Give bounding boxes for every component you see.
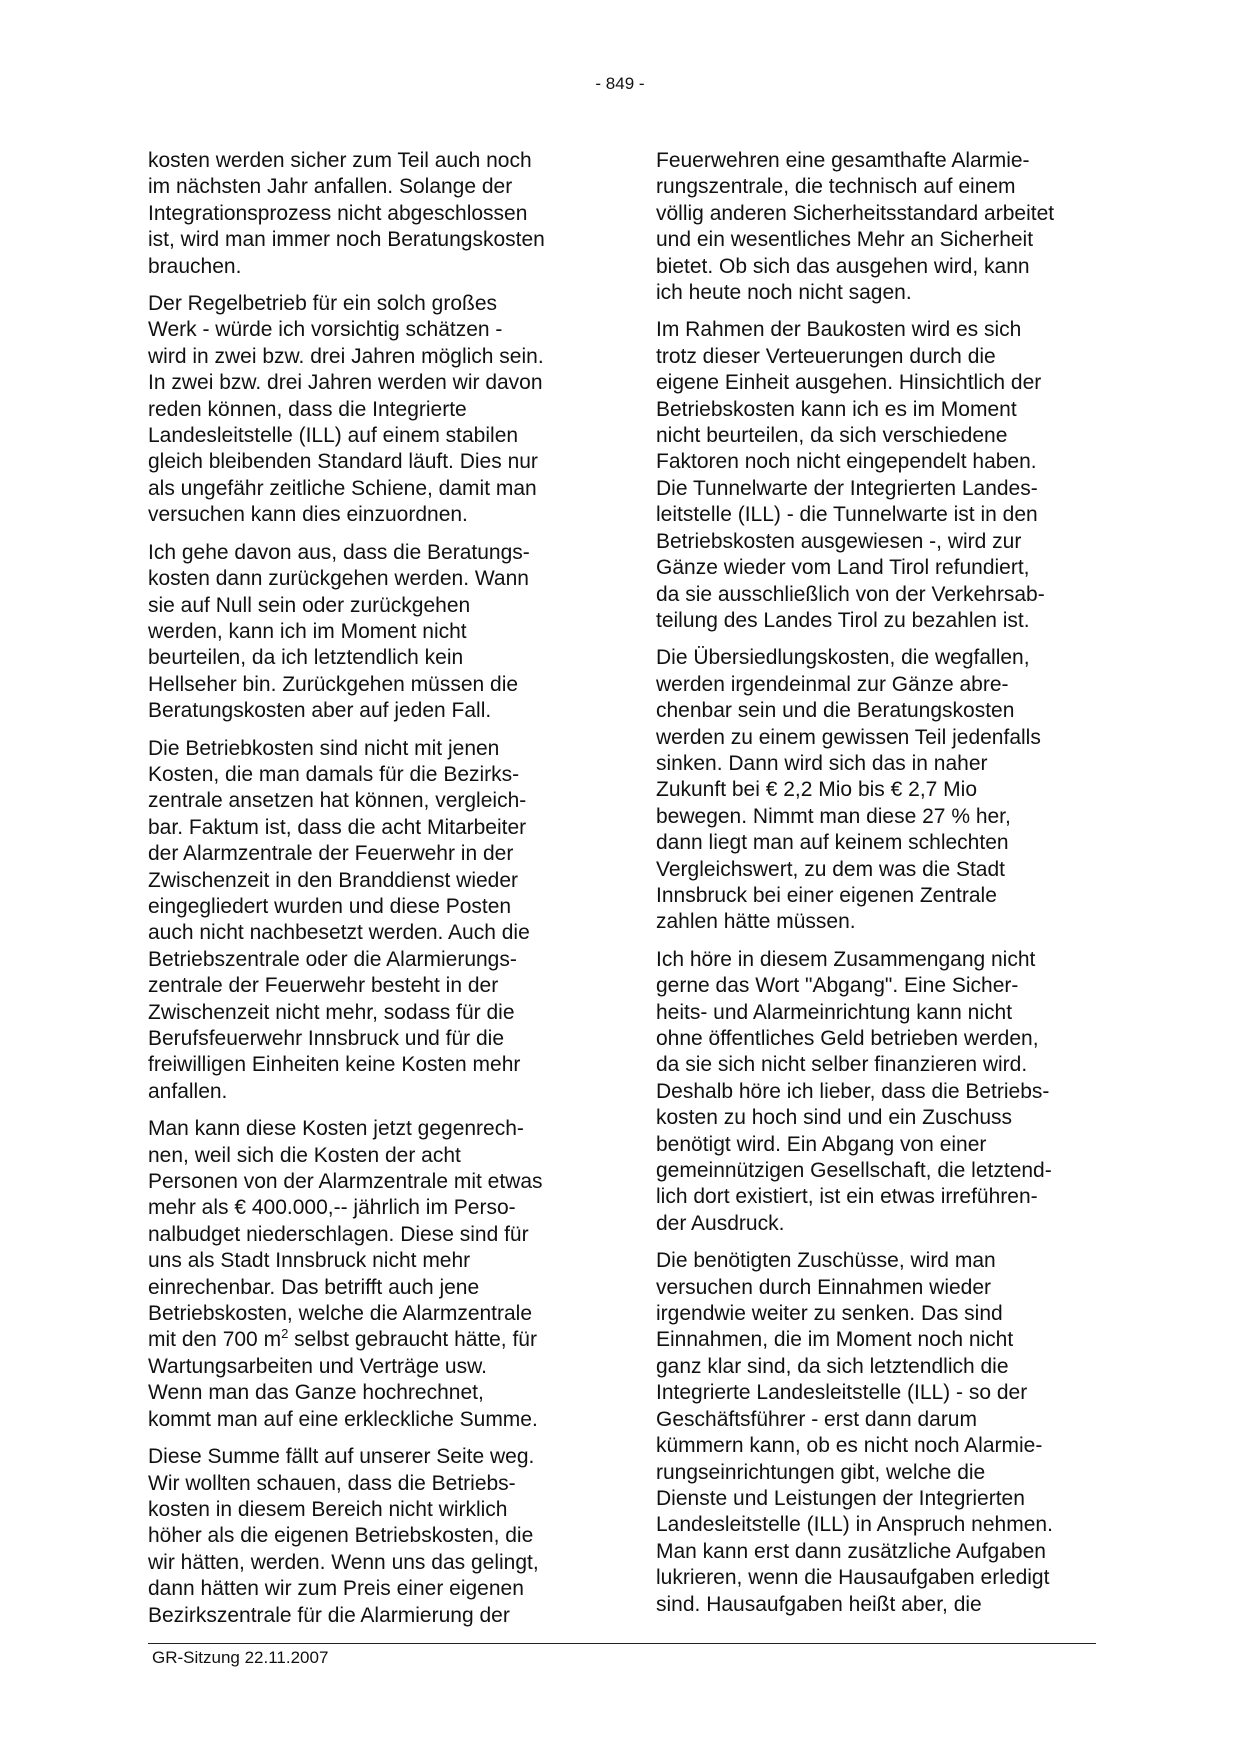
- paragraph: Ich höre in diesem Zusammengang nicht gerne das Wort "Abgang". Eine Sicher- heits- und Alarmeinrichtung kann nicht ohne öffentliches Geld betrieben werden, da sie sich nicht selber finanzieren wird. Deshalb höre ich lieber, dass die Betriebs- kosten zu hoch sind und ein Zuschuss benötigt wird. Ein Abgang von einer gemeinnützigen Gesellschaft, die letztend- lich dort existiert, ist ein etwas irreführen- der Ausdruck.: [656, 947, 1052, 1235]
- paragraph: Feuerwehren eine gesamthafte Alarmie- rungszentrale, die technisch auf einem völlig anderen Sicherheitsstandard arbeitet und ein wesentliches Mehr an Sicherheit bietet. Ob sich das ausgehen wird, kann ich heute noch nicht sagen.: [656, 149, 1055, 305]
- left-column: [148, 148, 588, 1640]
- superscript: 2: [281, 1326, 289, 1342]
- paragraph: Diese Summe fällt auf unserer Seite weg. Wir wollten schauen, dass die Betriebs- kosten in diesem Bereich nicht wirklich höher als die eigenen Betriebskosten, die wir hätten, werden. Wenn uns das gelingt, dann hätten wir zum Preis einer eigenen Bezirkszentrale für die Alarmierung der: [148, 1445, 539, 1627]
- paragraph: Ich gehe davon aus, dass die Beratungs- kosten dann zurückgehen werden. Wann sie auf Null sein oder zurückgehen werden, kann ich im Moment nicht beurteilen, da ich letztendlich kein Hellseher bin. Zurückgehen müssen die Beratungskosten aber auf jeden Fall.: [148, 540, 530, 723]
- paragraph: Die benötigten Zuschüsse, wird man versuchen durch Einnahmen wieder irgendwie weiter zu senken. Das sind Einnahmen, die im Moment noch nicht ganz klar sind, da sich letztendlich die Integrierte Landesleitstelle (ILL) - so der Geschäftsführer - erst dann darum kümmern kann, ob es nicht noch Alarmie- rungseinrichtungen gibt, welche die Dienste und Leistungen der Integrierten Landesleitstelle (ILL) in Anspruch nehmen. Man kann erst dann zusätzliche Aufgaben lukrieren, wenn die Hausaufgaben erledigt sind. Hausaufgaben heißt aber, die: [656, 1249, 1053, 1616]
- paragraph: Die Übersiedlungskosten, die wegfallen, werden irgendeinmal zur Gänze abre- chenbar sein und die Beratungskosten werden zu einem gewissen Teil jedenfalls sinken. Dann wird sich das in naher Zukunft bei € 2,2 Mio bis € 2,7 Mio bewegen. Nimmt man diese 27 % her, dann liegt man auf keinem schlechten Vergleichswert, zu dem was die Stadt Innsbruck bei einer eigenen Zentrale zahlen hätte müssen.: [656, 646, 1041, 934]
- footer-divider: [148, 1643, 1096, 1644]
- paragraph-text: selbst gebraucht hätte, für Wartungsarbeiten und Verträge usw. Wenn man das Ganze hochrechnet, kommt man auf eine erkleckliche Summe.: [148, 1328, 538, 1431]
- right-column: [656, 148, 1096, 1629]
- footer-text: GR-Sitzung 22.11.2007: [152, 1648, 329, 1667]
- page-number: - 849 -: [595, 74, 645, 93]
- paragraph: Im Rahmen der Baukosten wird es sich trotz dieser Verteuerungen durch die eigene Einheit ausgehen. Hinsichtlich der Betriebskosten kann ich es im Moment nicht beurteilen, da sich verschiedene Faktoren noch nicht eingependelt haben. Die Tunnelwarte der Integrierten Landes- leitstelle (ILL) - die Tunnelwarte ist in den Betriebskosten ausgewiesen -, wird zur Gänze wieder vom Land Tirol refundiert, da sie ausschließlich von der Verkehrsab- teilung des Landes Tirol zu bezahlen ist.: [656, 318, 1045, 632]
- paragraph: Der Regelbetrieb für ein solch großes Werk - würde ich vorsichtig schätzen - wird in zwei bzw. drei Jahren möglich sein. In zwei bzw. drei Jahren werden wir davon reden können, dass die Integrierte Landesleitstelle (ILL) auf einem stabilen gleich bleibenden Standard läuft. Dies nur als ungefähr zeitliche Schiene, damit man versuchen kann dies einzuordnen.: [148, 292, 544, 527]
- paragraph: kosten werden sicher zum Teil auch noch im nächsten Jahr anfallen. Solange der Integrationsprozess nicht abgeschlossen ist, wird man immer noch Beratungskosten brauchen.: [148, 149, 545, 278]
- paragraph: [148, 1116, 588, 1433]
- paragraph-text: Man kann diese Kosten jetzt gegenrech- nen, weil sich die Kosten der acht Personen von der Alarmzentrale mit etwas mehr als € 400.000,-- jährlich im Perso- nalbudget niederschlagen. Diese sind für uns als Stadt Innsbruck nicht mehr einrechenbar. Das betrifft auch jene Betriebskosten, welche die Alarmzentrale mit den 700 m: [148, 1117, 543, 1352]
- paragraph: Die Betriebkosten sind nicht mit jenen Kosten, die man damals für die Bezirks- zentrale ansetzen hat können, vergleich- bar. Faktum ist, dass die acht Mitarbeiter der Alarmzentrale der Feuerwehr in der Zwischenzeit in den Branddienst wieder eingegliedert wurden und diese Posten auch nicht nachbesetzt werden. Auch die Betriebszentrale oder die Alarmierungs- zentrale der Feuerwehr besteht in der Zwischenzeit nicht mehr, sodass für die Berufsfeuerwehr Innsbruck und für die freiwilligen Einheiten keine Kosten mehr anfallen.: [148, 736, 530, 1103]
